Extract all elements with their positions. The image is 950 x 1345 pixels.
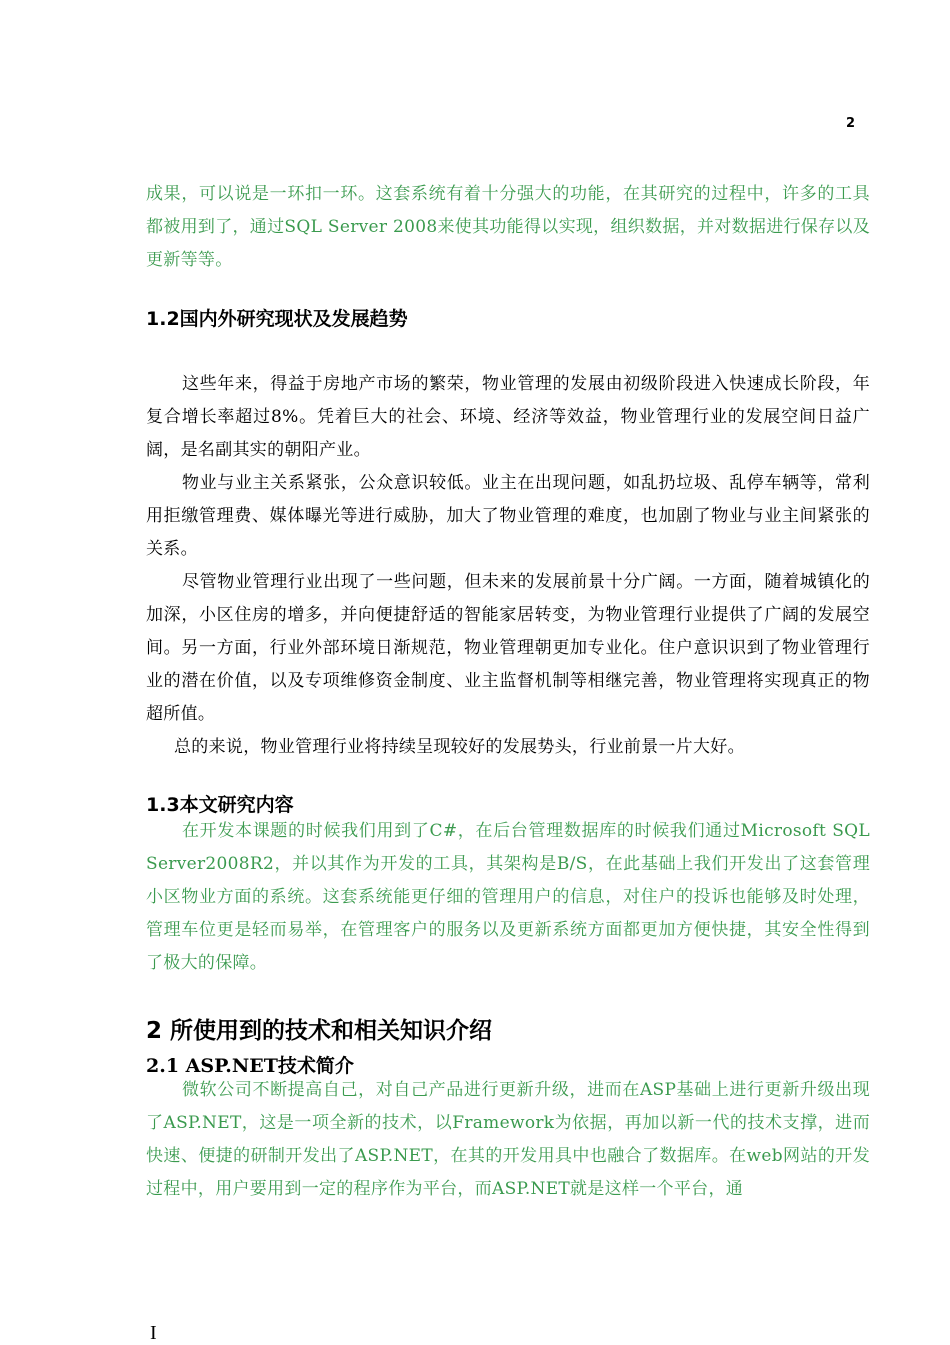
section-1-2-body bbox=[146, 368, 870, 764]
section-2-1-paragraph: 微软公司不断提高自己，对自己产品进行更新升级，进而在ASP基础上进行更新升级出现了ASP.NET，这是一项全新的技术，以Framework为依据，再加以新一代的技术支撑，进而快速、便捷的研制开发出了ASP.NET，在其的开发用具中也融合了数据库。在web网站的开发过程中，用户要用到一定的程序作为平台，而ASP.NET就是这样一个平台，通 bbox=[146, 1080, 870, 1199]
section-2-1-body bbox=[146, 1074, 870, 1206]
intro-block bbox=[146, 178, 870, 277]
chapter-2-heading-block bbox=[146, 1016, 870, 1046]
section-1-2-paragraph-2: 物业与业主关系紧张，公众意识较低。业主在出现问题，如乱扔垃圾、乱停车辆等，常利用拒缴管理费、媒体曝光等进行威胁，加大了物业管理的难度，也加剧了物业与业主间紧张的关系。 bbox=[146, 473, 870, 559]
section-1-2-paragraph-4: 总的来说，物业管理行业将持续呈现较好的发展势头，行业前景一片大好。 bbox=[174, 737, 745, 757]
section-1-3-heading: 1.3本文研究内容 bbox=[146, 794, 294, 816]
footer-roman-numeral: I bbox=[150, 1322, 157, 1344]
page-number: 2 bbox=[846, 116, 856, 131]
section-1-2-heading-block bbox=[146, 306, 870, 332]
section-1-2-paragraph-3: 尽管物业管理行业出现了一些问题，但未来的发展前景十分广阔。一方面，随着城镇化的加深，小区住房的增多，并向便捷舒适的智能家居转变，为物业管理行业提供了广阔的发展空间。另一方面，行业外部环境日渐规范，物业管理朝更加专业化。住户意识识到了物业管理行业的潜在价值，以及专项维修资金制度、业主监督机制等相继完善，物业管理将实现真正的物超所值。 bbox=[146, 572, 870, 724]
intro-paragraph: 成果，可以说是一环扣一环。这套系统有着十分强大的功能，在其研究的过程中，许多的工具都被用到了，通过SQL Server 2008来使其功能得以实现，组织数据，并对数据进行保存以及更新等等。 bbox=[146, 184, 870, 270]
section-2-1-heading: 2.1 ASP.NET技术简介 bbox=[146, 1055, 354, 1077]
section-1-2-heading: 1.2国内外研究现状及发展趋势 bbox=[146, 308, 408, 330]
section-1-3-paragraph: 在开发本课题的时候我们用到了C#，在后台管理数据库的时候我们通过Microsoft SQL Server2008R2，并以其作为开发的工具，其架构是B/S，在此基础上我们开发出了这套管理小区物业方面的系统。这套系统能更仔细的管理用户的信息，对住户的投诉也能够及时处理，管理车位更是轻而易举，在管理客户的服务以及更新系统方面都更加方便快捷，其安全性得到了极大的保障。 bbox=[146, 821, 870, 973]
chapter-2-heading: 2 所使用到的技术和相关知识介绍 bbox=[146, 1018, 493, 1044]
section-1-3-body bbox=[146, 815, 870, 980]
section-1-2-paragraph-1: 这些年来，得益于房地产市场的繁荣，物业管理的发展由初级阶段进入快速成长阶段，年复合增长率超过8%。凭着巨大的社会、环境、经济等效益，物业管理行业的发展空间日益广阔，是名副其实的朝阳产业。 bbox=[146, 374, 870, 460]
